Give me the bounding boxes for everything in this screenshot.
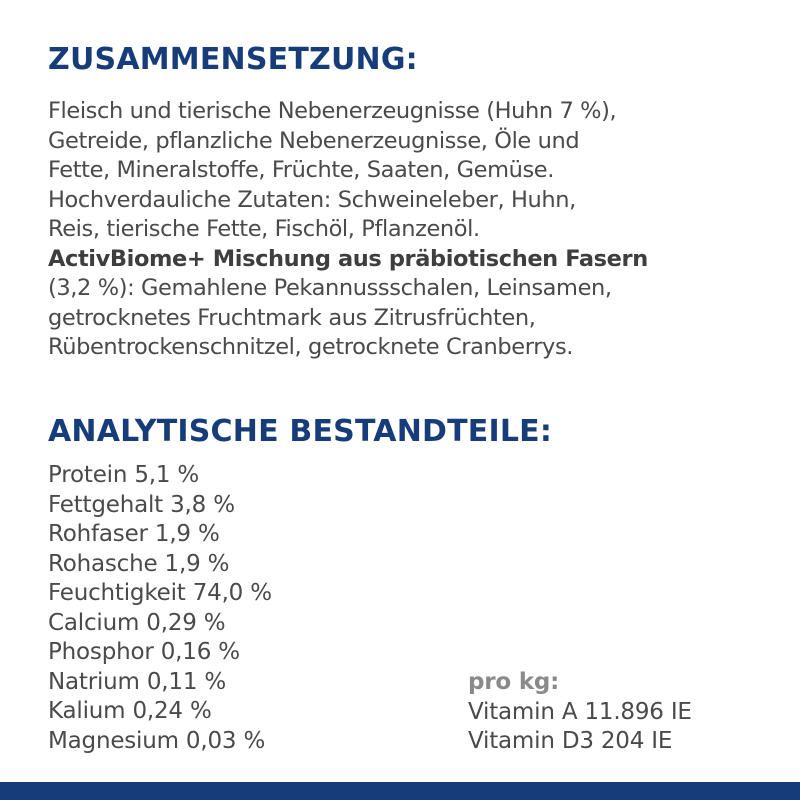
composition-line: Fette, Mineralstoffe, Früchte, Saaten, Gemüse. <box>48 157 554 183</box>
vitamin-item: Vitamin A 11.896 IE <box>468 698 692 725</box>
per-kg-block <box>468 668 692 757</box>
composition-line: Fleisch und tierische Nebenerzeugnisse (Huhn 7 %), <box>48 98 617 124</box>
composition-heading: ZUSAMMENSETZUNG: <box>48 42 418 77</box>
composition-line: Hochverdauliche Zutaten: Schweineleber, Huhn, <box>48 186 576 213</box>
composition-line: Rübentrockenschnitzel, getrocknete Cranberrys. <box>48 334 574 360</box>
analysis-item: Natrium 0,11 % <box>48 668 227 695</box>
analysis-item: Magnesium 0,03 % <box>48 727 266 754</box>
analysis-item: Fettgehalt 3,8 % <box>48 491 235 518</box>
activbiome-line: ActivBiome+ Mischung aus präbiotischen Fasern <box>48 245 648 272</box>
per-kg-label: pro kg: <box>468 669 560 695</box>
analysis-item: Phosphor 0,16 % <box>48 639 240 665</box>
analysis-heading: ANALYTISCHE BESTANDTEILE: <box>48 414 553 449</box>
analysis-item: Kalium 0,24 % <box>48 698 212 724</box>
analysis-item: Protein 5,1 % <box>48 462 200 488</box>
bottom-bar <box>0 782 800 800</box>
composition-line: Getreide, pflanzliche Nebenerzeugnisse, Öle und <box>48 127 580 154</box>
analysis-list <box>48 461 272 756</box>
analysis-item: Rohfaser 1,9 % <box>48 521 220 547</box>
analysis-item: Rohasche 1,9 % <box>48 550 230 577</box>
composition-line: Reis, tierische Fette, Fischöl, Pflanzenöl. <box>48 216 480 242</box>
composition-line: (3,2 %): Gemahlene Pekannussschalen, Leinsamen, <box>48 275 612 301</box>
analysis-item: Calcium 0,29 % <box>48 609 226 636</box>
analysis-item: Feuchtigkeit 74,0 % <box>48 580 272 606</box>
composition-line: getrocknetes Fruchtmark aus Zitrusfrüchten, <box>48 304 536 331</box>
vitamin-item: Vitamin D3 204 IE <box>468 728 673 754</box>
composition-text <box>48 97 788 363</box>
